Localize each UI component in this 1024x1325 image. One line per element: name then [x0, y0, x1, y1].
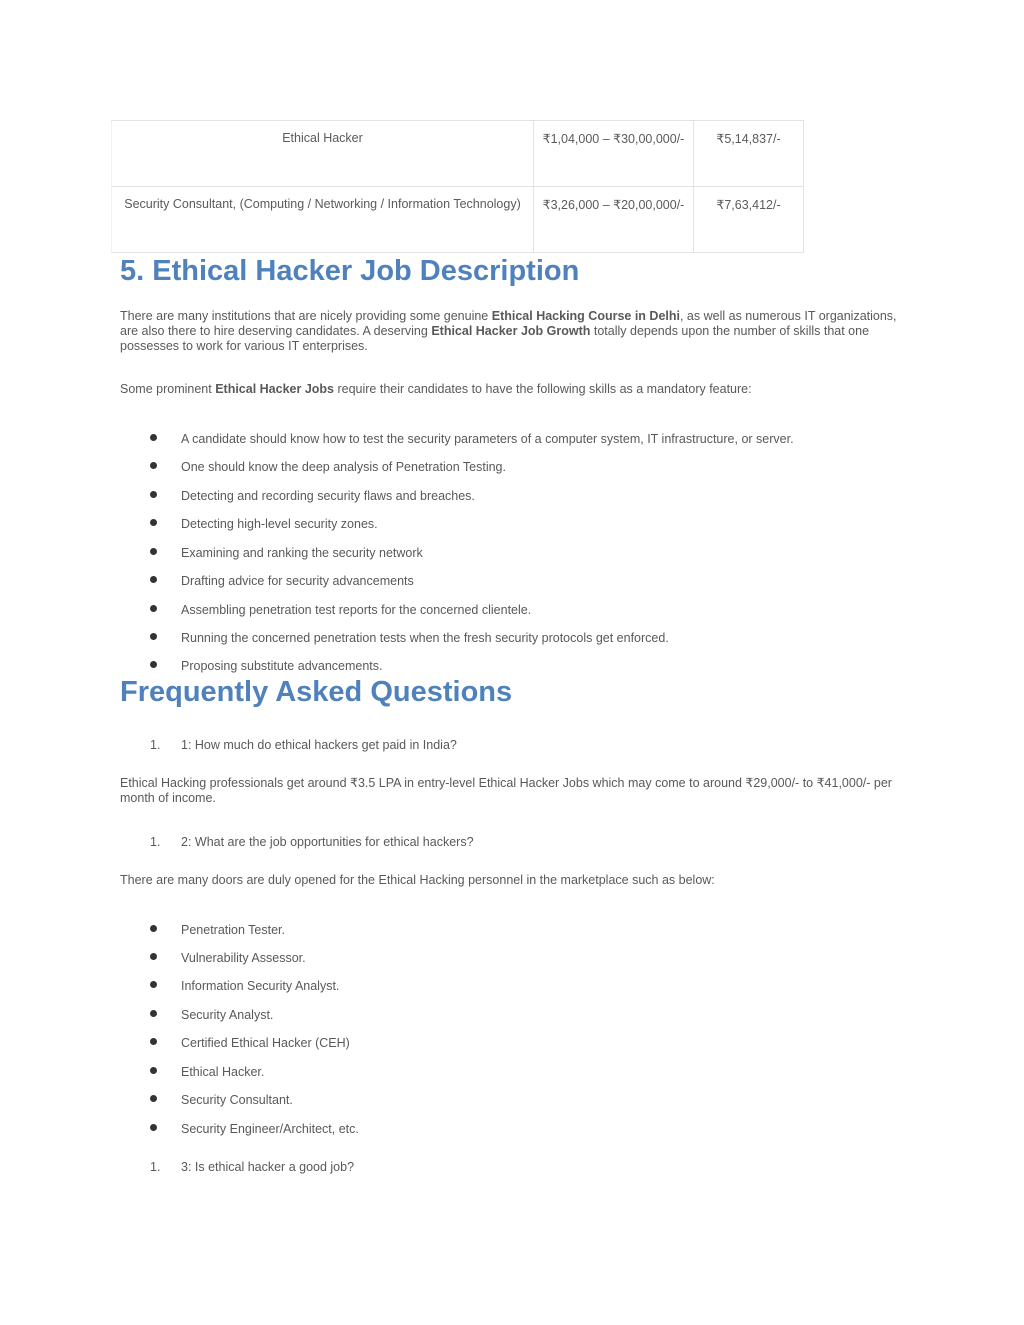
- jobs-keyword-text: Ethical Hacker Jobs: [215, 382, 334, 396]
- lead-text: Some prominent: [120, 382, 216, 396]
- intro-text: totally depends upon the number of skills that one possesses to work for various IT enterprises.: [120, 324, 870, 353]
- bullet-icon: [150, 576, 157, 583]
- job-description-intro: [120, 309, 915, 354]
- question-number: 1.: [150, 738, 161, 752]
- intro-text: , as well as numerous IT organizations, are also there to hire deserving candidates. A deserving: [120, 309, 897, 338]
- course-link-text: Ethical Hacking Course in Delhi: [491, 309, 680, 323]
- bullet-icon: [150, 462, 157, 469]
- bullet-icon: [150, 633, 157, 640]
- question-number: 1.: [150, 1160, 161, 1174]
- intro-text: There are many institutions that are nicely providing some genuine: [120, 309, 492, 323]
- bullet-icon: [150, 661, 157, 668]
- table-row: [112, 121, 804, 187]
- table-cell-range: ₹3,26,000 – ₹20,00,000/-: [534, 187, 694, 253]
- bullet-icon: [150, 491, 157, 498]
- bullet-icon: [150, 548, 157, 555]
- question-text: 2: What are the job opportunities for ethical hackers?: [181, 835, 474, 849]
- bullet-icon: [150, 434, 157, 441]
- table-cell-role: Security Consultant, (Computing / Networking / Information Technology): [112, 187, 534, 253]
- bullet-icon: [150, 1038, 157, 1045]
- bullet-icon: [150, 1095, 157, 1102]
- table-cell-range: ₹1,04,000 – ₹30,00,000/-: [534, 121, 694, 187]
- bullet-icon: [150, 1067, 157, 1074]
- job-growth-text: Ethical Hacker Job Growth: [431, 324, 591, 338]
- table-cell-role: Ethical Hacker: [112, 121, 534, 187]
- question-number: 1.: [150, 835, 161, 849]
- bullet-icon: [150, 1010, 157, 1017]
- bullet-icon: [150, 925, 157, 932]
- salary-table: [111, 120, 804, 253]
- skills-lead-paragraph: [120, 382, 915, 397]
- table-cell-average: ₹7,63,412/-: [694, 187, 804, 253]
- lead-text: require their candidates to have the following skills as a mandatory feature:: [334, 382, 752, 396]
- bullet-icon: [150, 605, 157, 612]
- table-row: [112, 187, 804, 253]
- question-text: 3: Is ethical hacker a good job?: [181, 1160, 355, 1174]
- table-cell-average: ₹5,14,837/-: [694, 121, 804, 187]
- faq-answer-1: Ethical Hacking professionals get around ₹3.5 LPA in entry-level Ethical Hacker Jobs which may come to around ₹29,000/- to ₹41,000/- per month of income.: [120, 776, 892, 805]
- bullet-icon: [150, 953, 157, 960]
- faq-answer-2: There are many doors are duly opened for the Ethical Hacking personnel in the marketplace such as below:: [120, 873, 715, 887]
- bullet-icon: [150, 1124, 157, 1131]
- bullet-icon: [150, 519, 157, 526]
- bullet-icon: [150, 981, 157, 988]
- section-heading-faq: Frequently Asked Questions: [120, 676, 513, 708]
- section-heading-job-description: 5. Ethical Hacker Job Description: [120, 255, 580, 287]
- question-text: 1: How much do ethical hackers get paid in India?: [181, 738, 457, 752]
